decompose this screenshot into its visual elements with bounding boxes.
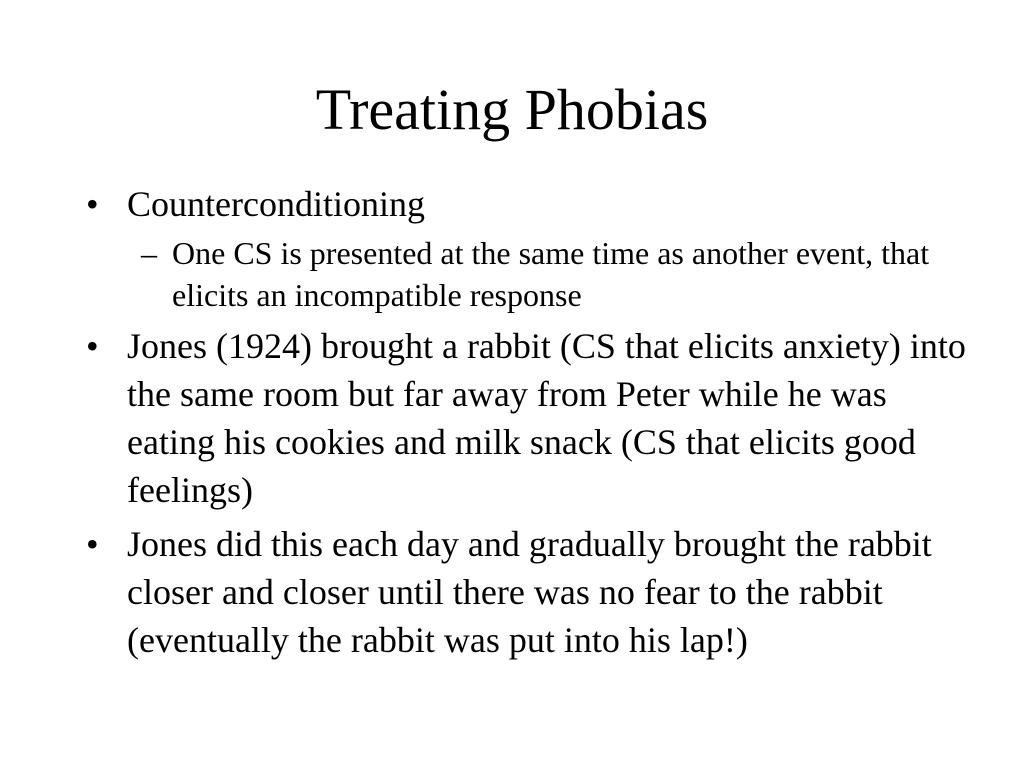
dash-icon: –: [141, 235, 157, 271]
bullet-text: Jones did this each day and gradually brought the rabbit closer and closer until there was no fear to the rabbit (eventually the rabbit was put into his lap!): [127, 524, 932, 660]
bullet-item: [82, 322, 982, 514]
bullet-item: [82, 520, 982, 664]
sub-bullet-item: [127, 232, 982, 316]
bullet-icon: •: [86, 326, 99, 366]
bullet-icon: •: [86, 184, 99, 224]
sub-bullet-list: [127, 232, 982, 316]
bullet-icon: •: [86, 524, 99, 564]
bullet-item: [82, 180, 982, 316]
slide-title: Treating Phobias: [315, 77, 709, 142]
sub-bullet-text: One CS is presented at the same time as another event, that elicits an incompatible response: [172, 235, 930, 313]
bullet-text: Jones (1924) brought a rabbit (CS that elicits anxiety) into the same room but far away from Peter while he was eating his cookies and milk snack (CS that elicits good feelings): [127, 326, 966, 510]
bullet-text: Counterconditioning: [127, 184, 425, 224]
bullet-list: [82, 180, 982, 670]
